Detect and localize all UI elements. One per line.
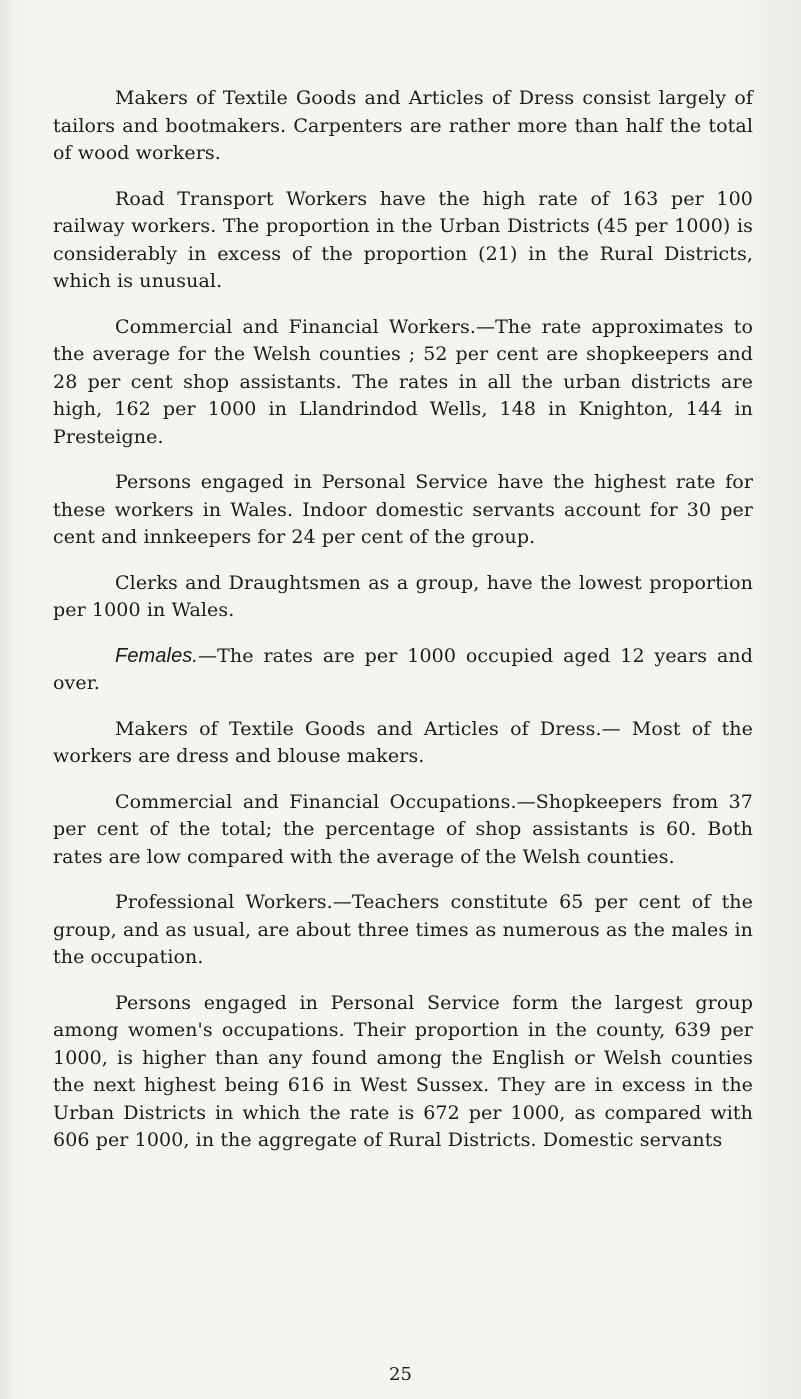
paragraph-text: —The rates are per 1000 occupied aged 12 years and over. xyxy=(53,644,753,694)
paragraph-text: Clerks and Draughtsmen as a group, have the lowest proportion per 1000 in Wales. xyxy=(53,571,753,621)
paragraph-clerks xyxy=(53,570,753,625)
paragraph-road-transport xyxy=(53,186,753,296)
paragraph-female-commercial xyxy=(53,789,753,872)
paragraph-female-personal-service xyxy=(53,990,753,1155)
paragraph-textile-makers xyxy=(53,85,753,168)
section-subheading: Females. xyxy=(115,644,199,667)
paragraph-text: Commercial and Financial Workers.—The rate approximates to the average for the Welsh counties ; 52 per cent are shopkeepers and 28 per cent shop assistants. The rates in all the urban districts are high, 162 per 1000 in Llandrindod Wells, 148 in Knighton, 144 in Presteigne. xyxy=(53,315,753,448)
text-column xyxy=(53,85,753,1173)
paragraph-female-textile xyxy=(53,716,753,771)
paragraph-text: Commercial and Financial Occupations.—Shopkeepers from 37 per cent of the total; the percentage of shop assistants is 60. Both rates are low compared with the average of the Welsh counties. xyxy=(53,790,753,868)
paragraph-text: Makers of Textile Goods and Articles of Dress.— Most of the workers are dress and blouse makers. xyxy=(53,717,753,767)
paragraph-text: Road Transport Workers have the high rate of 163 per 100 railway workers. The proportion in the Urban Districts (45 per 1000) is considerably in excess of the proportion (21) in the Rural Districts, which is unusual. xyxy=(53,187,753,292)
paragraph-personal-service xyxy=(53,469,753,552)
page-number: 25 xyxy=(389,1364,412,1385)
paragraph-text: Professional Workers.—Teachers constitute 65 per cent of the group, and as usual, are about three times as numerous as the males in the occupation. xyxy=(53,891,753,968)
paragraph-female-professional xyxy=(53,889,753,972)
paragraph-females-heading xyxy=(53,643,753,698)
paragraph-text: Persons engaged in Personal Service have the highest rate for these workers in Wales. Indoor domestic servants account for 30 per cent and innkeepers for 24 per cent of the group. xyxy=(53,471,753,548)
paragraph-commercial-financial xyxy=(53,314,753,452)
paragraph-text: Persons engaged in Personal Service form the largest group among women's occupations. Their proportion in the county, 639 per 1000, is higher than any found among the English or Welsh counties the next highest being 616 in West Sussex. They are in excess in the Urban Districts in which the rate is 672 per 1000, as compared with 606 per 1000, in the aggregate of Rural Districts. Domestic servants xyxy=(53,991,753,1151)
paragraph-text: Makers of Textile Goods and Articles of Dress consist largely of tailors and bootmakers. Carpenters are rather more than half the total of wood workers. xyxy=(53,87,753,164)
